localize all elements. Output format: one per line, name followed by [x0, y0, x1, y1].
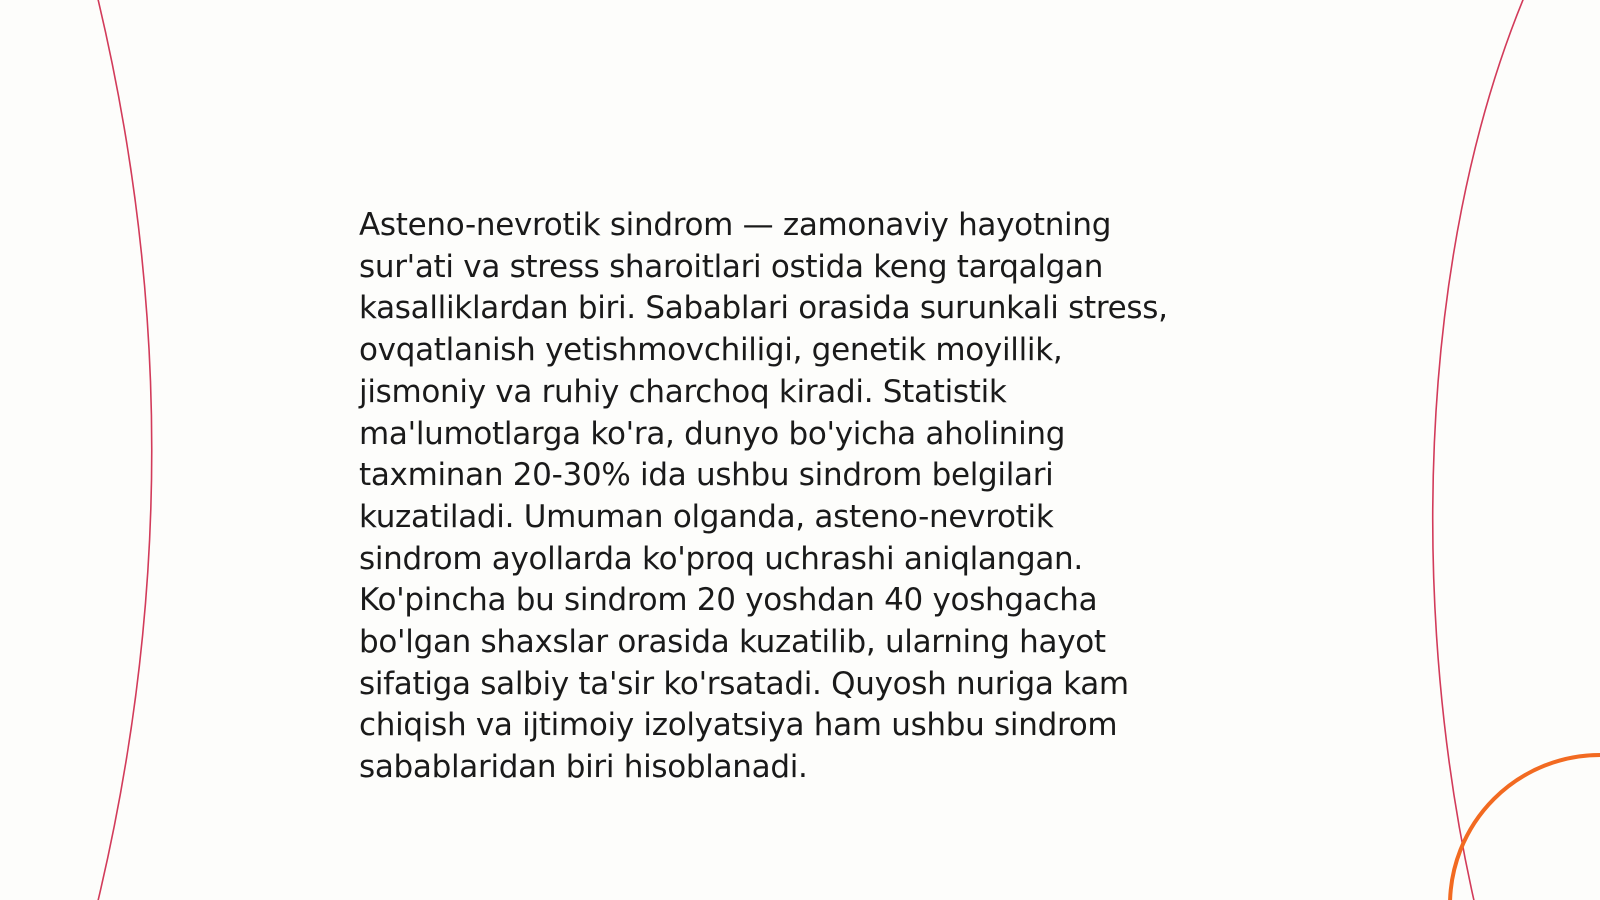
- text-line: ma'lumotlarga ko'ra, dunyo bo'yicha aholining: [359, 415, 1066, 452]
- text-line: kuzatiladi. Umuman olganda, asteno-nevrotik: [359, 498, 1054, 535]
- text-line: sifatiga salbiy ta'sir ko'rsatadi. Quyosh nuriga kam: [359, 665, 1129, 702]
- text-line: Asteno-nevrotik sindrom — zamonaviy hayotning: [359, 207, 1112, 243]
- body-paragraph: [359, 205, 1239, 789]
- text-line: Ko'pincha bu sindrom 20 yoshdan 40 yoshgacha: [359, 582, 1098, 619]
- text-line: sur'ati va stress sharoitlari ostida keng tarqalgan: [359, 248, 1104, 285]
- text-line: ovqatlanish yetishmovchiligi, genetik moyillik,: [359, 332, 1063, 369]
- text-line: sindrom ayollarda ko'proq uchrashi aniqlangan.: [359, 540, 1083, 577]
- text-line: sabablaridan biri hisoblanadi.: [359, 749, 808, 786]
- text-line: kasalliklardan biri. Sabablari orasida surunkali stress,: [359, 290, 1168, 327]
- text-line: taxminan 20-30% ida ushbu sindrom belgilari: [359, 457, 1054, 494]
- left-arc-line: [97, 0, 152, 900]
- accent-circle: [1450, 755, 1600, 900]
- text-line: chiqish va ijtimoiy izolyatsiya ham ushbu sindrom: [359, 707, 1118, 744]
- text-line: bo'lgan shaxslar orasida kuzatilib, ularning hayot: [359, 624, 1106, 661]
- text-line: jismoniy va ruhiy charchoq kiradi. Statistik: [359, 373, 1007, 410]
- right-arc-line: [1433, 0, 1525, 900]
